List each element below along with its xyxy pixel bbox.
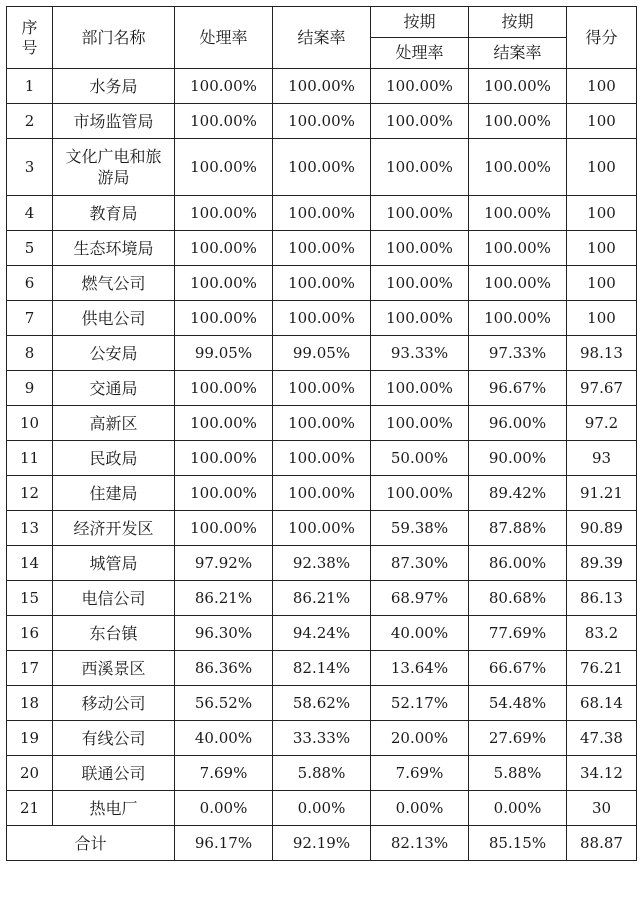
row-ontime-close-rate: 87.88% (469, 511, 567, 546)
row-ontime-handle-rate: 100.00% (371, 476, 469, 511)
row-close-rate: 86.21% (273, 581, 371, 616)
row-handle-rate: 0.00% (175, 791, 273, 826)
row-index: 3 (7, 139, 53, 196)
row-index: 1 (7, 69, 53, 104)
row-close-rate: 100.00% (273, 371, 371, 406)
row-index: 12 (7, 476, 53, 511)
total-handle-rate: 96.17% (175, 826, 273, 861)
row-ontime-close-rate: 0.00% (469, 791, 567, 826)
total-label: 合计 (7, 826, 175, 861)
row-ontime-handle-rate: 20.00% (371, 721, 469, 756)
row-department-name: 文化广电和旅游局 (53, 139, 175, 196)
row-ontime-handle-rate: 93.33% (371, 336, 469, 371)
row-department-name: 电信公司 (53, 581, 175, 616)
row-ontime-close-rate: 100.00% (469, 301, 567, 336)
table-row (7, 651, 637, 686)
row-index: 7 (7, 301, 53, 336)
row-handle-rate: 99.05% (175, 336, 273, 371)
row-score: 97.2 (567, 406, 637, 441)
row-department-name: 民政局 (53, 441, 175, 476)
row-handle-rate: 100.00% (175, 511, 273, 546)
row-handle-rate: 86.21% (175, 581, 273, 616)
row-close-rate: 100.00% (273, 231, 371, 266)
row-score: 93 (567, 441, 637, 476)
row-handle-rate: 100.00% (175, 196, 273, 231)
table-row (7, 104, 637, 139)
row-ontime-close-rate: 66.67% (469, 651, 567, 686)
row-ontime-close-rate: 97.33% (469, 336, 567, 371)
row-ontime-close-rate: 100.00% (469, 196, 567, 231)
row-score: 34.12 (567, 756, 637, 791)
row-index: 6 (7, 266, 53, 301)
row-close-rate: 0.00% (273, 791, 371, 826)
row-close-rate: 100.00% (273, 406, 371, 441)
row-index: 15 (7, 581, 53, 616)
row-index: 9 (7, 371, 53, 406)
row-ontime-handle-rate: 87.30% (371, 546, 469, 581)
row-ontime-close-rate: 77.69% (469, 616, 567, 651)
table-header-row (7, 7, 637, 38)
row-index: 19 (7, 721, 53, 756)
row-ontime-close-rate: 54.48% (469, 686, 567, 721)
row-department-name: 有线公司 (53, 721, 175, 756)
table-row (7, 546, 637, 581)
table-row (7, 511, 637, 546)
row-close-rate: 94.24% (273, 616, 371, 651)
row-ontime-handle-rate: 68.97% (371, 581, 469, 616)
row-ontime-close-rate: 86.00% (469, 546, 567, 581)
row-department-name: 高新区 (53, 406, 175, 441)
row-department-name: 城管局 (53, 546, 175, 581)
row-index: 2 (7, 104, 53, 139)
row-ontime-close-rate: 90.00% (469, 441, 567, 476)
row-handle-rate: 96.30% (175, 616, 273, 651)
row-index: 4 (7, 196, 53, 231)
table-row (7, 196, 637, 231)
row-ontime-handle-rate: 59.38% (371, 511, 469, 546)
table-row (7, 301, 637, 336)
row-ontime-handle-rate: 40.00% (371, 616, 469, 651)
table-row (7, 721, 637, 756)
row-department-name: 公安局 (53, 336, 175, 371)
row-close-rate: 100.00% (273, 511, 371, 546)
row-score: 100 (567, 231, 637, 266)
table-row (7, 69, 637, 104)
table-row (7, 231, 637, 266)
row-handle-rate: 100.00% (175, 371, 273, 406)
row-handle-rate: 100.00% (175, 104, 273, 139)
row-handle-rate: 100.00% (175, 231, 273, 266)
row-department-name: 经济开发区 (53, 511, 175, 546)
row-department-name: 生态环境局 (53, 231, 175, 266)
header-score: 得分 (567, 7, 637, 69)
row-ontime-handle-rate: 100.00% (371, 139, 469, 196)
header-ontime-close-top: 按期 (469, 7, 567, 38)
row-ontime-handle-rate: 100.00% (371, 406, 469, 441)
header-handle-rate: 处理率 (175, 7, 273, 69)
row-score: 68.14 (567, 686, 637, 721)
total-row (7, 826, 637, 861)
row-score: 47.38 (567, 721, 637, 756)
table-row (7, 791, 637, 826)
row-index: 14 (7, 546, 53, 581)
row-index: 11 (7, 441, 53, 476)
table-row (7, 139, 637, 196)
row-close-rate: 99.05% (273, 336, 371, 371)
row-close-rate: 100.00% (273, 441, 371, 476)
department-score-table (6, 6, 637, 861)
row-ontime-handle-rate: 50.00% (371, 441, 469, 476)
table-row (7, 371, 637, 406)
total-score: 88.87 (567, 826, 637, 861)
total-close-rate: 92.19% (273, 826, 371, 861)
row-ontime-handle-rate: 100.00% (371, 231, 469, 266)
row-ontime-handle-rate: 7.69% (371, 756, 469, 791)
row-close-rate: 92.38% (273, 546, 371, 581)
row-handle-rate: 97.92% (175, 546, 273, 581)
row-handle-rate: 100.00% (175, 406, 273, 441)
table-row (7, 441, 637, 476)
row-department-name: 教育局 (53, 196, 175, 231)
row-department-name: 燃气公司 (53, 266, 175, 301)
row-handle-rate: 40.00% (175, 721, 273, 756)
row-close-rate: 100.00% (273, 301, 371, 336)
table-row (7, 476, 637, 511)
row-department-name: 住建局 (53, 476, 175, 511)
table-row (7, 581, 637, 616)
row-department-name: 东台镇 (53, 616, 175, 651)
table-row (7, 686, 637, 721)
row-score: 90.89 (567, 511, 637, 546)
row-department-name: 供电公司 (53, 301, 175, 336)
row-index: 8 (7, 336, 53, 371)
row-score: 100 (567, 266, 637, 301)
row-score: 100 (567, 196, 637, 231)
row-department-name: 交通局 (53, 371, 175, 406)
row-index: 21 (7, 791, 53, 826)
row-ontime-close-rate: 100.00% (469, 266, 567, 301)
row-ontime-close-rate: 5.88% (469, 756, 567, 791)
row-close-rate: 58.62% (273, 686, 371, 721)
row-score: 100 (567, 139, 637, 196)
row-handle-rate: 100.00% (175, 266, 273, 301)
row-ontime-close-rate: 80.68% (469, 581, 567, 616)
row-ontime-handle-rate: 100.00% (371, 69, 469, 104)
row-ontime-close-rate: 100.00% (469, 69, 567, 104)
table-row (7, 336, 637, 371)
row-handle-rate: 100.00% (175, 139, 273, 196)
row-score: 91.21 (567, 476, 637, 511)
header-index: 序号 (7, 7, 53, 69)
row-ontime-close-rate: 100.00% (469, 139, 567, 196)
row-handle-rate: 100.00% (175, 476, 273, 511)
header-ontime-handle-rate: 处理率 (371, 38, 469, 69)
row-index: 17 (7, 651, 53, 686)
table-row (7, 756, 637, 791)
row-score: 100 (567, 301, 637, 336)
row-score: 100 (567, 104, 637, 139)
row-index: 10 (7, 406, 53, 441)
row-score: 98.13 (567, 336, 637, 371)
header-department-name: 部门名称 (53, 7, 175, 69)
row-ontime-handle-rate: 100.00% (371, 196, 469, 231)
row-ontime-handle-rate: 0.00% (371, 791, 469, 826)
row-ontime-close-rate: 96.67% (469, 371, 567, 406)
row-index: 18 (7, 686, 53, 721)
header-ontime-close-rate: 结案率 (469, 38, 567, 69)
row-department-name: 水务局 (53, 69, 175, 104)
row-ontime-handle-rate: 100.00% (371, 371, 469, 406)
row-ontime-handle-rate: 100.00% (371, 266, 469, 301)
row-close-rate: 100.00% (273, 476, 371, 511)
row-handle-rate: 56.52% (175, 686, 273, 721)
row-ontime-close-rate: 27.69% (469, 721, 567, 756)
row-index: 13 (7, 511, 53, 546)
row-close-rate: 33.33% (273, 721, 371, 756)
row-close-rate: 100.00% (273, 266, 371, 301)
row-score: 76.21 (567, 651, 637, 686)
table-row (7, 266, 637, 301)
row-ontime-close-rate: 89.42% (469, 476, 567, 511)
table-row (7, 406, 637, 441)
row-close-rate: 100.00% (273, 104, 371, 139)
row-ontime-close-rate: 96.00% (469, 406, 567, 441)
row-department-name: 热电厂 (53, 791, 175, 826)
row-ontime-close-rate: 100.00% (469, 231, 567, 266)
row-score: 89.39 (567, 546, 637, 581)
row-close-rate: 82.14% (273, 651, 371, 686)
row-score: 100 (567, 69, 637, 104)
row-score: 86.13 (567, 581, 637, 616)
row-department-name: 联通公司 (53, 756, 175, 791)
table-body (7, 69, 637, 861)
row-score: 30 (567, 791, 637, 826)
row-department-name: 市场监管局 (53, 104, 175, 139)
row-ontime-handle-rate: 100.00% (371, 301, 469, 336)
table-row (7, 616, 637, 651)
row-score: 83.2 (567, 616, 637, 651)
row-ontime-close-rate: 100.00% (469, 104, 567, 139)
row-handle-rate: 86.36% (175, 651, 273, 686)
header-ontime-top: 按期 (371, 7, 469, 38)
header-close-rate: 结案率 (273, 7, 371, 69)
row-department-name: 西溪景区 (53, 651, 175, 686)
row-handle-rate: 100.00% (175, 301, 273, 336)
row-index: 16 (7, 616, 53, 651)
row-index: 20 (7, 756, 53, 791)
row-close-rate: 100.00% (273, 69, 371, 104)
row-handle-rate: 100.00% (175, 69, 273, 104)
row-ontime-handle-rate: 52.17% (371, 686, 469, 721)
row-handle-rate: 7.69% (175, 756, 273, 791)
row-department-name: 移动公司 (53, 686, 175, 721)
row-close-rate: 100.00% (273, 139, 371, 196)
row-handle-rate: 100.00% (175, 441, 273, 476)
total-ontime-handle-rate: 82.13% (371, 826, 469, 861)
row-close-rate: 5.88% (273, 756, 371, 791)
row-score: 97.67 (567, 371, 637, 406)
row-ontime-handle-rate: 13.64% (371, 651, 469, 686)
total-ontime-close-rate: 85.15% (469, 826, 567, 861)
row-index: 5 (7, 231, 53, 266)
row-close-rate: 100.00% (273, 196, 371, 231)
row-ontime-handle-rate: 100.00% (371, 104, 469, 139)
